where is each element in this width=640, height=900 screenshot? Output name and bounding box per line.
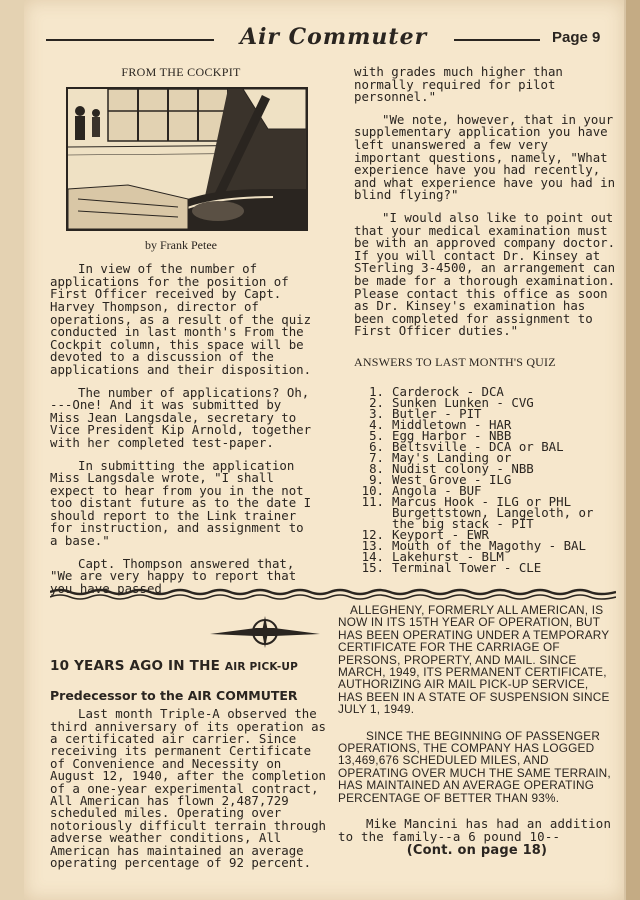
header-rule-right	[454, 39, 540, 41]
paragraph: with grades much higher than normally required for pilot personnel."	[354, 64, 563, 105]
list-item: 9. West Grove - ILG	[369, 472, 512, 488]
list-item: 6. Beltsville - DCA or BAL	[369, 439, 564, 455]
list-item: 11. Marcus Hook - ILG or PHL Burgettstown, Langeloth, or the big stack - PIT	[361, 494, 594, 532]
cockpit-drawing-icon	[68, 89, 306, 229]
list-item: 1. Carderock - DCA	[369, 384, 504, 400]
paragraph: "We note, however, that in your supplementary application you have left unanswered a few very important questions, namely, "What experience have you had recently, and what experience have you had in blind flying?"	[354, 111, 616, 203]
wavy-divider	[50, 588, 616, 600]
column-cockpit	[50, 66, 312, 595]
right-page-edge	[626, 0, 640, 900]
masthead-title: Air Commuter	[240, 24, 428, 50]
list-item: 5. Egg Harbor - NBB	[369, 428, 512, 444]
list-item: 15. Terminal Tower - CLE	[361, 560, 542, 576]
winged-plane-logo	[210, 612, 320, 652]
paragraph: "I would also like to point out that your medical examination must be with an approved company doctor. If you will contact Dr. Kinsey at STerling 3-4500, an arrangement can be made for a thorough examination. Please contact this office as soon as Dr. Kinsey's examination has been completed for assignment to First Officer duties."	[354, 209, 616, 339]
list-item: 12. Keyport - EWR	[361, 527, 489, 543]
paragraph: Capt. Thompson answered that, "We are very happy to report that you have passed	[50, 555, 297, 596]
list-item: 2. Sunken Lunken - CVG	[369, 395, 534, 411]
list-item: 8. Nudist colony - NBB	[369, 461, 534, 477]
ten-years-title-sub: AIR PICK-UP	[224, 661, 299, 673]
paragraph: Mike Mancini has had an addition to the family--a 6 pound 10--	[338, 816, 612, 844]
paragraph: The number of applications? Oh, ---One! And it was submitted by Miss Jean Langsdale, secretary to Vice President Kip Arnold, together with her completed test-paper.	[50, 384, 312, 450]
list-item: 13. Mouth of the Magothy - BAL	[361, 538, 586, 554]
left-page-edge	[0, 0, 24, 900]
column-ten-years	[50, 612, 332, 869]
paragraph: In submitting the application Miss Langsdale wrote, "I shall expect to hear from you in the not too distant future as to the date I should report to the Link trainer for instruction, and assignment to a base."	[50, 457, 312, 549]
paragraph: ALLEGHENY, FORMERLY ALL AMERICAN, IS NOW IN ITS 15TH YEAR OF OPERATION, BUT HAS BEEN OPERATING UNDER A TEMPORARY CERTIFICATE FOR THE CARRIAGE OF PERSONS, PROPERTY, AND MAIL. SINCE MARCH, 1949, ITS PERMANENT CERTIFICATE, AUTHORIZING AIR MAIL PICK-UP SERVICE, HAS BEEN IN A STATE OF SUSPENSION SINCE JULY 1, 1949.	[338, 603, 610, 717]
paragraph: Last month Triple-A observed the third anniversary of its operation as a certificated air carrier. Since receiving its permanent Certificate of Convenience and Necessity on August 12, 1940, after the completion of a one-year experimental contract, All American has flown 2,487,729 scheduled miles. Operating over notoriously difficult terrain through adverse weather conditions, All American has maintained an average operating percentage of 92 percent.	[50, 706, 327, 871]
page-header	[40, 22, 610, 56]
page-number: Page 9	[552, 29, 601, 46]
quiz-answers	[354, 384, 616, 576]
column-allegheny	[338, 604, 616, 857]
list-item: 3. Butler - PIT	[369, 406, 482, 422]
quiz-title: ANSWERS TO LAST MONTH'S QUIZ	[354, 354, 556, 369]
list-item: 14. Lakehurst - BLM	[361, 549, 504, 565]
paragraph: SINCE THE BEGINNING OF PASSENGER OPERATIONS, THE COMPANY HAS LOGGED 13,469,676 SCHEDULED MILES, AND OPERATING OVER MUCH THE SAME TERRAIN, HAS MAINTAINED AN AVERAGE OPERATING PERCENTAGE OF BETTER THAN 93%.	[338, 728, 611, 805]
byline: by Frank Petee	[145, 237, 217, 252]
section-title-cockpit: FROM THE COCKPIT	[121, 65, 241, 79]
cockpit-illustration	[66, 87, 308, 231]
paragraph: In view of the number of applications for the position of First Officer received by Capt. Harvey Thompson, director of operations, as a result of the quiz conducted in last month's From the Cockpit column, this space will be devoted to a discussion of the applications and their disposition.	[50, 261, 312, 377]
header-rule-left	[46, 39, 214, 41]
list-item: 7. May's Landing or	[369, 450, 512, 466]
ten-years-title: 10 YEARS AGO IN THE AIR PICK-UP	[50, 658, 299, 674]
winged-plane-icon	[210, 612, 320, 652]
continued-note: (Cont. on page 18)	[406, 842, 548, 858]
column-cockpit-cont	[354, 64, 616, 576]
ten-years-subtitle: Predecessor to the AIR COMMUTER	[50, 687, 298, 703]
list-item: 10. Angola - BUF	[361, 483, 482, 499]
list-item: 4. Middletown - HAR	[369, 417, 512, 433]
